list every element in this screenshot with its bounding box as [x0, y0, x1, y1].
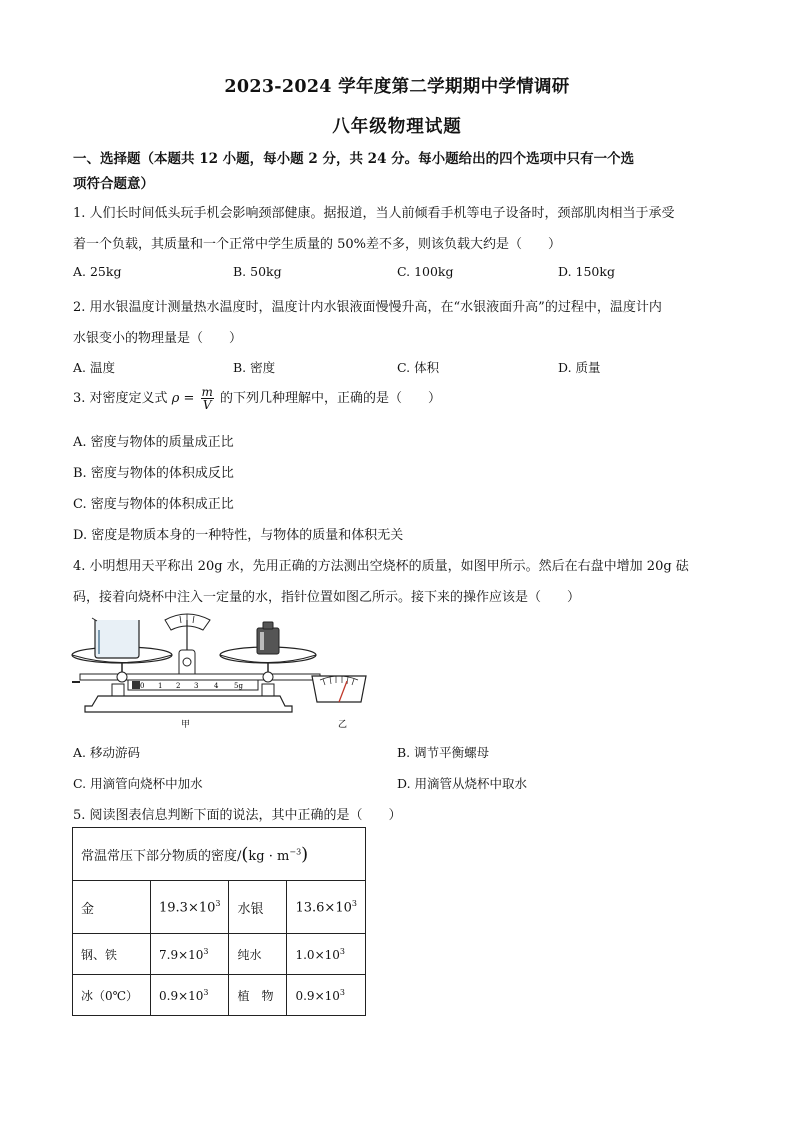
q3-option-b[interactable]: B. 密度与物体的体积成反比 [73, 466, 234, 481]
substance-name: 水银 [229, 881, 287, 934]
q2-option-c[interactable]: C. 体积 [397, 360, 440, 375]
scale-tick-4: 4 [214, 682, 219, 690]
balance-figure [70, 610, 380, 735]
scale-tick-2: 2 [176, 682, 181, 690]
q2-option-b[interactable]: B. 密度 [233, 360, 276, 375]
q1-option-b[interactable]: B. 50kg [233, 264, 282, 279]
density-formula-lhs: ρ = [171, 391, 195, 406]
density-value [151, 934, 229, 975]
q3-option-d[interactable]: D. 密度是物质本身的一种特性，与物体的质量和体积无关 [73, 528, 404, 543]
table-caption [73, 828, 366, 881]
q3-stem-suffix: 的下列几种理解中，正确的是（ ） [220, 391, 442, 406]
unit-text: kg · m [248, 848, 290, 864]
table-caption-row [73, 828, 366, 881]
q4-option-a[interactable]: A. 移动游码 [73, 745, 140, 760]
q1-stem-line1: 1. 人们长时间低头玩手机会影响颈部健康。据报道，当人前倾看手机等电子设备时，颈部肌肉相当于承受 [73, 206, 675, 221]
density-value [287, 975, 365, 1016]
section-heading-line2: 项符合题意） [73, 176, 154, 192]
q5-stem: 5. 阅读图表信息判断下面的说法，其中正确的是（ ） [73, 808, 402, 823]
q1-option-a[interactable]: A. 25kg [73, 264, 122, 279]
unit-open-paren: ( [241, 843, 249, 865]
substance-name: 钢、铁 [73, 934, 151, 975]
density-exponent: 3 [339, 987, 345, 997]
q4-stem-line2: 码，接着向烧杯中注入一定量的水，指针位置如图乙所示。接下来的操作应该是（ ） [73, 590, 581, 605]
exam-subtitle: 八年级物理试题 [332, 117, 462, 137]
unit-close-paren: ) [301, 843, 309, 865]
unit-exponent: −3 [289, 847, 302, 857]
q2-stem-line1: 2. 用水银温度计测量热水温度时，温度计内水银液面慢慢升高，在“水银液面升高”的过程中，温度计内 [73, 300, 662, 315]
section-heading-line1: 一、选择题（本题共 12 小题，每小题 2 分，共 24 分。每小题给出的四个选项中只有一个选 [73, 151, 635, 167]
density-table [72, 827, 366, 1016]
balance-base [85, 696, 292, 712]
density-value [287, 934, 365, 975]
density-value [151, 975, 229, 1016]
density-exponent: 3 [203, 946, 209, 956]
q2-stem-line2: 水银变小的物理量是（ ） [73, 331, 243, 346]
substance-name: 植 物 [229, 975, 287, 1016]
q1-option-d[interactable]: D. 150kg [558, 264, 615, 279]
weight-icon [257, 622, 279, 654]
q3-stem-prefix: 3. 对密度定义式 [73, 391, 168, 406]
formula-numerator: m [201, 385, 213, 399]
density-exponent: 3 [339, 946, 345, 956]
q4-option-d[interactable]: D. 用滴管从烧杯中取水 [397, 776, 528, 791]
scale-tick-1: 1 [158, 682, 163, 690]
scale-tick-5: 5g [234, 682, 243, 690]
figure-label-jia: 甲 [181, 720, 191, 730]
q3-option-a[interactable]: A. 密度与物体的质量成正比 [73, 435, 234, 450]
q4-option-b[interactable]: B. 调节平衡螺母 [397, 745, 490, 760]
table-row [73, 975, 366, 1016]
substance-name: 纯水 [229, 934, 287, 975]
beaker-icon [92, 618, 139, 658]
density-exponent: 3 [203, 987, 209, 997]
pointer-dial-figure [312, 676, 366, 702]
scale-tick-3: 3 [194, 682, 199, 690]
density-exponent: 3 [215, 898, 221, 908]
density-value [287, 881, 365, 934]
q1-stem-line2: 着一个负载，其质量和一个正常中学生质量的 50%差不多，则该负载大约是（ ） [73, 237, 562, 252]
density-mantissa: 7.9×10 [159, 947, 204, 962]
density-mantissa: 13.6×10 [295, 900, 352, 916]
figure-label-yi: 乙 [338, 720, 348, 730]
density-value [151, 881, 229, 934]
density-formula-fraction [201, 386, 214, 411]
q4-option-c[interactable]: C. 用滴管向烧杯中加水 [73, 776, 203, 791]
q2-option-a[interactable]: A. 温度 [73, 360, 115, 375]
table-row [73, 881, 366, 934]
q1-option-c[interactable]: C. 100kg [397, 264, 454, 279]
formula-denominator: V [202, 398, 212, 412]
table-row [73, 934, 366, 975]
q3-option-c[interactable]: C. 密度与物体的体积成正比 [73, 497, 234, 512]
caption-text: 常温常压下部分物质的密度/ [81, 848, 242, 864]
center-pointer [165, 614, 210, 678]
density-mantissa: 0.9×10 [295, 988, 340, 1003]
density-mantissa: 0.9×10 [159, 988, 204, 1003]
density-mantissa: 19.3×10 [159, 900, 216, 916]
q2-option-d[interactable]: D. 质量 [558, 360, 601, 375]
q4-stem-line1: 4. 小明想用天平称出 20g 水，先用正确的方法测出空烧杯的质量，如图甲所示。然后在右盘中增加 20g 砝 [73, 559, 689, 574]
substance-name: 金 [73, 881, 151, 934]
q3-stem [73, 386, 441, 411]
substance-name: 冰（0℃） [73, 975, 151, 1016]
exam-title: 2023-2024 学年度第二学期期中学情调研 [224, 77, 570, 97]
density-mantissa: 1.0×10 [295, 947, 340, 962]
density-exponent: 3 [351, 898, 357, 908]
scale-tick-0: 0 [140, 682, 145, 690]
balance-beam [72, 672, 328, 696]
